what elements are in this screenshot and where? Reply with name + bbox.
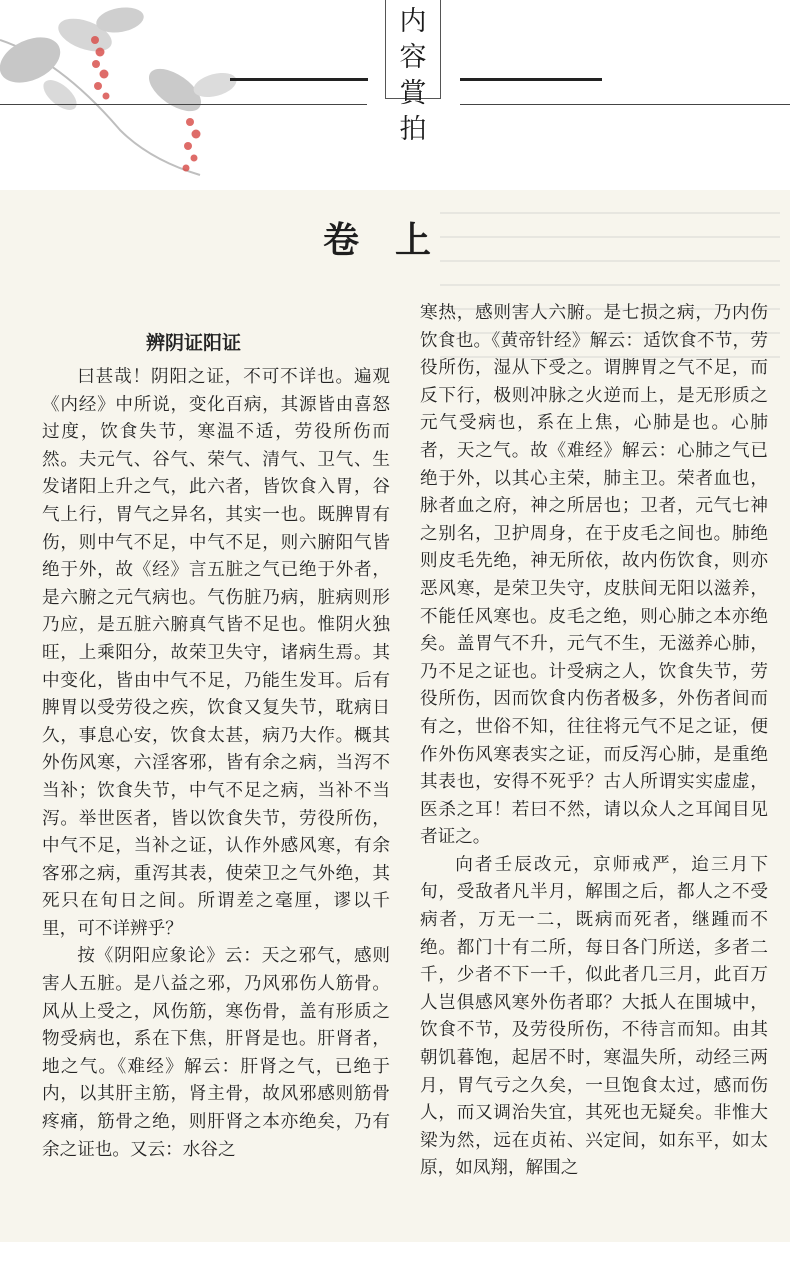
banner-char: 拍 — [399, 114, 427, 145]
book-page — [0, 190, 790, 1242]
paragraph: 按《阴阳应象论》云：天之邪气，感则害人五脏。是八益之邪，乃风邪伤人筋骨。风从上受之，风伤筋，寒伤骨，盖有形质之物受病也，系在下焦，肝肾是也。肝肾者，地之气。《难经》解云：肝肾之气，已绝于内，以其肝主筋，肾主骨，故风邪感则筋骨疼痛，筋骨之绝，则肝肾之本亦绝矣，乃有余之证也。又云：水谷之 — [42, 946, 390, 1160]
header-bar-left — [230, 78, 368, 81]
paragraph: 向者壬辰改元，京师戒严，迨三月下旬，受敌者凡半月，解围之后，都人之不受病者，万无一二，既病而死者，继踵而不绝。都门十有二所，每日各门所送，多者二千，少者不下一千，似此者几三月，此百万人岂俱感风寒外伤者耶？大抵人在围城中，饮食不节，及劳役所伤，不待言而知。由其朝饥暮饱，起居不时，寒温失所，动经三两月，胃气亏之久矣，一旦饱食太过，感而伤人，而又调治失宜，其死也无疑矣。非惟大梁为然，远在贞祐、兴定间，如东平，如太原，如凤翔，解围之 — [420, 854, 768, 1179]
plum-branch-decoration — [0, 0, 260, 190]
banner-char: 内 — [399, 6, 427, 37]
header — [0, 0, 790, 190]
right-column — [420, 300, 768, 1183]
volume-title: 卷上 — [322, 219, 467, 261]
paragraph: 曰甚哉！阴阳之证，不可不详也。遍观《内经》中所说，变化百病，其源皆由喜怒过度，饮食失节，寒温不适，劳役所伤而然。夫元气、谷气、荣气、清气、卫气、生发诸阳上升之气，此六者，皆饮食入胃，谷气上行，胃气之异名，其实一也。既脾胃有伤，则中气不足，中气不足，则六腑阳气皆绝于外，故《经》言五脏之气已绝于外者，是六腑之元气病也。气伤脏乃病，脏病则形乃应，是五脏六腑真气皆不足也。惟阴火独旺，上乘阳分，故荣卫失守，诸病生焉。其中变化，皆由中气不足，乃能生发耳。后有脾胃以受劳役之疾，饮食又复失节，耽病日久，事息心安，饮食太甚，病乃大作。概其外伤风寒，六淫客邪，皆有余之病，当泻不当补；饮食失节，中气不足之病，当补不当泻。举世医者，皆以饮食失节，劳役所伤，中气不足，当补之证，认作外感风寒，有余客邪之病，重泻其表，使荣卫之气外绝，其死只在旬日之间。所谓差之毫厘，谬以千里，可不详辨乎？ — [42, 367, 390, 939]
header-bar-right — [460, 78, 602, 81]
left-column — [42, 364, 390, 1164]
banner-char: 賞 — [399, 78, 427, 109]
banner-char: 容 — [399, 42, 427, 73]
section-banner-title — [385, 4, 441, 148]
page-bottom-margin — [0, 1242, 790, 1272]
paragraph: 寒热，感则害人六腑。是七损之病，乃内伤饮食也。《黄帝针经》解云：适饮食不节，劳役所伤，湿从下受之。谓脾胃之气不足，而反下行，极则冲脉之火逆而上，是无形质之元气受病也，系在上焦，心肺是也。心肺者，天之气。故《难经》解云：心肺之气已绝于外，以其心主荣，肺主卫。荣者血也，脉者血之府，神之所居也；卫者，元气七神之别名，卫护周身，在于皮毛之间也。肺绝则皮毛先绝，神无所依，故内伤饮食，则亦恶风寒，是荣卫失守，皮肤间无阳以滋养，不能任风寒也。皮毛之绝，则心肺之本亦绝矣。盖胃气不升，元气不生，无滋养心肺，乃不足之证也。计受病之人，饮食失节，劳役所伤，因而饮食内伤者极多，外伤者间而有之，世俗不知，往往将元气不足之证，便作外伤风寒表实之证，而反泻心肺，是重绝其表也，安得不死乎？古人所谓实实虚虚，医杀之耳！若曰不然，请以众人之耳闻目见者证之。 — [420, 303, 768, 848]
header-rule-right — [460, 104, 790, 105]
section-heading: 辨阴证阳证 — [146, 332, 242, 354]
header-rule-left — [0, 104, 367, 105]
